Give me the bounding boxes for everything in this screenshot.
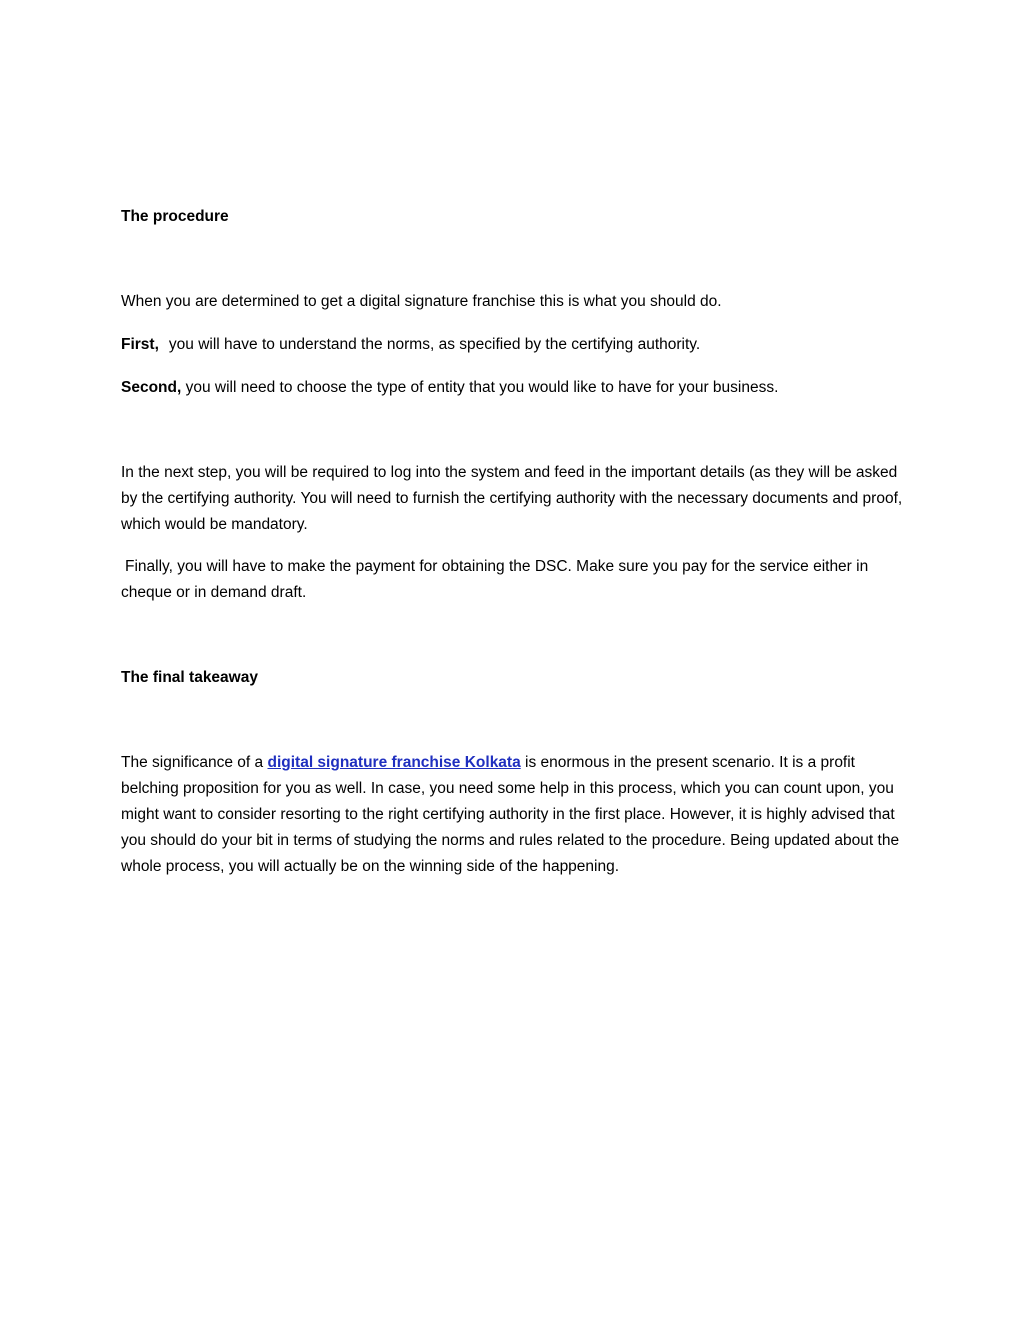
takeaway-heading: The final takeaway: [121, 669, 258, 686]
takeaway-text-after-link: is enormous in the present scenario. It is a profit belching proposition for you as well. In case, you need some help in this process, which you can count upon, you might want to consider resorting to the right certifying authority in the first place. However, it is highly advised that you should do your bit in terms of studying the norms and rules related to the procedure. Being updated about the whole process, you will actually be on the winning side of the happening.: [121, 754, 900, 875]
next-step-paragraph: In the next step, you will be required to log into the system and feed in the important details (as they will be asked by the certifying authority. You will need to furnish the certifying authority with the necessary documents and proof, which would be mandatory.: [121, 464, 903, 533]
takeaway-text-before-link: The significance of a: [121, 754, 268, 771]
finally-text: Finally, you will have to make the payment for obtaining the DSC. Make sure you pay for the service either in cheque or in demand draft.: [121, 558, 869, 601]
second-step-paragraph: [121, 375, 906, 401]
procedure-heading: The procedure: [121, 208, 229, 225]
finally-paragraph: [121, 554, 906, 606]
digital-signature-franchise-link[interactable]: digital signature franchise Kolkata: [267, 754, 521, 771]
first-label: First,: [121, 336, 159, 353]
takeaway-paragraph: [121, 750, 906, 880]
procedure-intro: When you are determined to get a digital signature franchise this is what you should do.: [121, 293, 722, 310]
second-text: you will need to choose the type of entity that you would like to have for your business.: [181, 379, 779, 396]
first-step-paragraph: [121, 332, 906, 358]
second-label: Second,: [121, 379, 182, 396]
first-text: you will have to understand the norms, as specified by the certifying authority.: [168, 336, 701, 353]
